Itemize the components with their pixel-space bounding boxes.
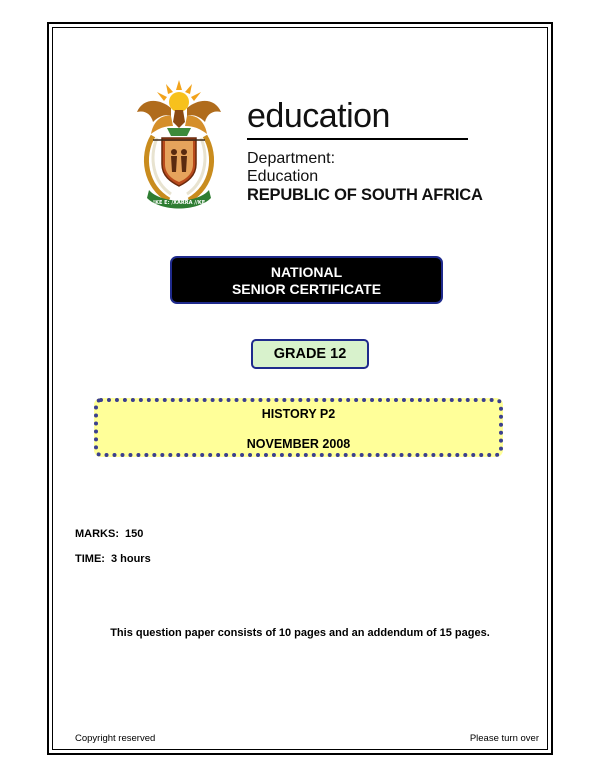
turn-over-text: Please turn over	[469, 733, 539, 744]
certificate-box	[170, 256, 443, 304]
grade-badge: GRADE 12	[251, 339, 369, 369]
time-value: 3 hours	[110, 553, 151, 565]
copyright-text: Copyright reserved	[75, 733, 156, 744]
brand-divider	[247, 138, 468, 140]
marks-row	[75, 528, 143, 540]
time-row	[75, 553, 151, 565]
marks-value: 150	[125, 528, 144, 540]
certificate-line2: SENIOR CERTIFICATE	[231, 281, 382, 297]
crest-motto: !KE E: /XARRA //KE	[152, 200, 206, 206]
brand-word: education	[247, 97, 390, 135]
subject-box	[94, 398, 503, 457]
department-name: Education	[247, 168, 319, 185]
certificate-line1: NATIONAL	[270, 264, 343, 280]
page-count-note: This question paper consists of 10 pages and an addendum of 15 pages.	[110, 627, 490, 639]
coat-of-arms-logo	[131, 78, 227, 214]
subject-title: HISTORY P2	[261, 407, 336, 421]
exam-session: NOVEMBER 2008	[246, 437, 351, 451]
country-name: REPUBLIC OF SOUTH AFRICA	[247, 186, 483, 204]
marks-label: MARKS:	[75, 528, 119, 540]
time-label: TIME:	[75, 553, 105, 565]
department-label: Department:	[247, 150, 336, 167]
